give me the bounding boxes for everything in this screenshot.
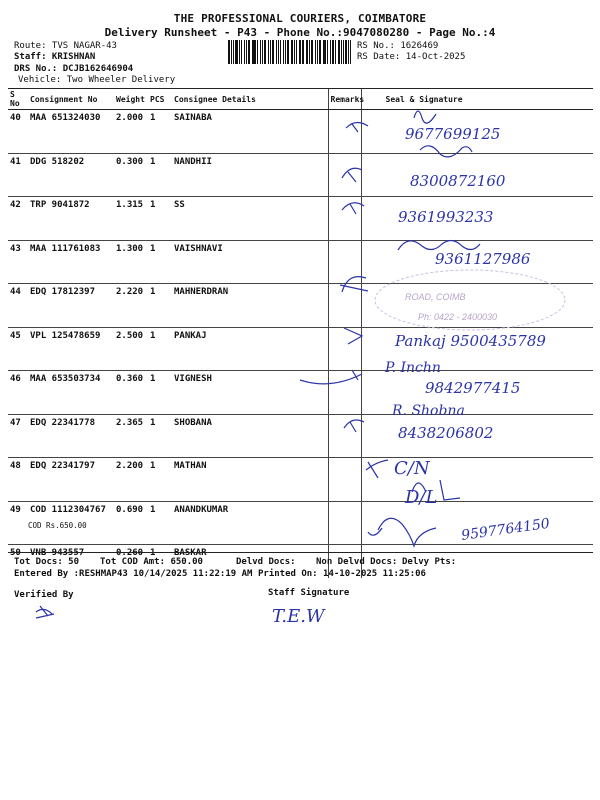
table-row — [8, 458, 593, 502]
row-pcs: 1 — [148, 240, 172, 284]
table-row — [8, 153, 593, 197]
row-consignee: NANDHII — [172, 153, 328, 197]
consignment-number: COD 1112304767 — [30, 504, 106, 515]
entered-by: Entered By :RESHMAP43 10/14/2025 11:22:19 AM — [14, 569, 253, 579]
barcode-bar — [233, 40, 234, 64]
barcode-bar — [291, 40, 294, 64]
non-delivered-docs: Non Delvd Docs: — [316, 557, 398, 567]
row-weight: 2.500 — [114, 327, 148, 371]
barcode-bar — [285, 40, 286, 64]
col-remarks: Remarks — [328, 89, 361, 110]
row-signature — [361, 414, 593, 458]
stamp-line-1: ROAD, COIMB — [405, 292, 466, 302]
row-sno: 43 — [8, 240, 28, 284]
row-consignment: MAA 111761083 — [28, 240, 114, 284]
barcode-bar — [345, 40, 347, 64]
row-weight: 2.200 — [114, 458, 148, 502]
row-consignee: VAISHNAVI — [172, 240, 328, 284]
row-consignment: DDG 518202 — [28, 153, 114, 197]
row-signature — [361, 501, 593, 545]
row-pcs: 1 — [148, 284, 172, 328]
row-pcs: 1 — [148, 197, 172, 241]
staff-label: Staff: KRISHNAN — [14, 52, 96, 62]
handwritten-phone-46: 9842977415 — [425, 379, 521, 397]
row-weight: 0.260 — [116, 548, 144, 558]
handwritten-phone-40: 9677699125 — [405, 125, 501, 143]
cod-amount-note: COD Rs.650.00 — [28, 520, 87, 530]
barcode-bar — [270, 40, 271, 64]
barcode-bar — [262, 40, 264, 64]
barcode-bar — [335, 40, 336, 64]
row-consignee: BASKAR — [174, 548, 207, 558]
row-sno: 50 — [10, 548, 21, 558]
row-consignment: EDQ 22341797 — [28, 458, 114, 502]
barcode-bar — [315, 40, 316, 64]
row-consignee: MATHAN — [172, 458, 328, 502]
row-pcs: 1 — [148, 414, 172, 458]
row-pcs: 1 — [150, 548, 156, 558]
verified-signature-mark — [36, 606, 54, 618]
barcode-bar — [280, 40, 282, 64]
vehicle-label: Vehicle: Two Wheeler Delivery — [18, 75, 176, 85]
row-consignment — [28, 501, 114, 545]
barcode-bar — [338, 40, 340, 64]
row-consignment: VNB 943557 — [30, 548, 85, 558]
handwritten-phone-41: 8300872160 — [410, 172, 506, 190]
row-sno: 44 — [8, 284, 28, 328]
table-row — [8, 371, 593, 415]
barcode-bar — [239, 40, 240, 64]
rs-number: RS No.: 1626469 — [357, 41, 439, 51]
row-sno: 49 — [8, 501, 28, 545]
barcode-bar — [309, 40, 310, 64]
row-remarks — [328, 501, 361, 545]
barcode-bar — [323, 40, 324, 64]
runsheet-subtitle: Delivery Runsheet - P43 - Phone No.:9047080280 - Page No.:4 — [104, 26, 496, 39]
row-pcs: 1 — [148, 153, 172, 197]
row-consignee: VIGNESH — [172, 371, 328, 415]
row-signature — [361, 197, 593, 241]
table-row — [8, 327, 593, 371]
row-sno: 48 — [8, 458, 28, 502]
barcode-bar — [241, 40, 243, 64]
total-cod-amount: Tot COD Amt: 650.00 — [100, 557, 203, 567]
row-remarks — [328, 371, 361, 415]
handwritten-phone-47: 8438206802 — [398, 424, 494, 442]
barcode-bar — [302, 40, 303, 64]
barcode-bar — [235, 40, 238, 64]
table-row — [8, 284, 593, 328]
row-remarks — [328, 327, 361, 371]
barcode-bar — [350, 40, 351, 64]
handwritten-name-47: R. Shobna — [392, 403, 465, 419]
barcode-bar — [278, 40, 279, 64]
row-signature — [361, 371, 593, 415]
row-weight: 0.690 — [114, 501, 148, 545]
route-label: Route: TVS NAGAR-43 — [14, 41, 117, 51]
barcode-bar — [231, 40, 232, 64]
row-consignment: EDQ 17812397 — [28, 284, 114, 328]
staff-handwritten-signature: T.E.W — [272, 606, 325, 627]
runsheet-table — [8, 88, 593, 578]
barcode-bar — [287, 40, 289, 64]
barcode-bar — [283, 40, 284, 64]
row-pcs: 1 — [148, 110, 172, 154]
row-weight: 1.315 — [114, 197, 148, 241]
delivered-docs: Delvd Docs: — [236, 557, 296, 567]
stamp-line-2: Ph: 0422 - 2400030 — [418, 312, 498, 322]
col-consignment: Consignment No — [28, 89, 114, 110]
row-pcs: 1 — [148, 501, 172, 545]
row-consignment: MAA 651324030 — [28, 110, 114, 154]
row-consignee: MAHNERDRAN — [172, 284, 328, 328]
drs-number: DRS No.: DCJB162646904 — [14, 64, 134, 74]
barcode-bar — [319, 40, 321, 64]
handwritten-phone-43: 9361127986 — [435, 250, 531, 268]
row-consignment: TRP 9041872 — [28, 197, 114, 241]
row-pcs: 1 — [148, 327, 172, 371]
row-consignee: PANKAJ — [172, 327, 328, 371]
total-docs: Tot Docs: 50 — [14, 557, 80, 567]
row-consignment: VPL 125478659 — [28, 327, 114, 371]
barcode-bar — [341, 40, 342, 64]
row-sno: 41 — [8, 153, 28, 197]
col-pcs: PCS — [148, 89, 172, 110]
row-signature — [361, 240, 593, 284]
row-sno: 42 — [8, 197, 28, 241]
col-sno: S No — [8, 89, 28, 110]
barcode-bar — [306, 40, 308, 64]
barcode-bar — [296, 40, 297, 64]
row-sno: 47 — [8, 414, 28, 458]
row-remarks — [328, 458, 361, 502]
barcode-bar — [330, 40, 331, 64]
row-sno: 46 — [8, 371, 28, 415]
row-signature — [361, 153, 593, 197]
barcode-bar — [343, 40, 344, 64]
row-remarks — [328, 153, 361, 197]
row-weight: 2.000 — [114, 110, 148, 154]
barcode-bar — [303, 40, 304, 64]
table-row — [8, 110, 593, 154]
table-header-row — [8, 89, 593, 110]
row-weight: 2.220 — [114, 284, 148, 328]
col-seal: Seal & Signature — [361, 89, 593, 110]
barcode — [228, 40, 353, 64]
row-weight: 0.300 — [114, 153, 148, 197]
delivery-points: Delvy Pts: — [402, 557, 457, 567]
rs-date: RS Date: 14-Oct-2025 — [357, 52, 466, 62]
handwritten-phone-45: Pankaj 9500435789 — [395, 332, 546, 350]
barcode-bar — [260, 40, 261, 64]
barcode-bar — [244, 40, 245, 64]
barcode-bar — [327, 40, 328, 64]
barcode-bar — [294, 40, 295, 64]
row-weight: 1.300 — [114, 240, 148, 284]
row-weight: 2.365 — [114, 414, 148, 458]
row-pcs: 1 — [148, 371, 172, 415]
handwritten-remark-48: C/N — [394, 458, 430, 479]
row-signature — [361, 327, 593, 371]
footer-divider — [8, 552, 593, 553]
row-remarks — [328, 240, 361, 284]
row-pcs: 1 — [148, 458, 172, 502]
row-consignee: SAINABA — [172, 110, 328, 154]
handwritten-phone-42: 9361993233 — [398, 208, 494, 226]
barcode-bar — [276, 40, 277, 64]
barcode-bar — [268, 40, 269, 64]
barcode-bar — [332, 40, 335, 64]
barcode-bar — [252, 40, 253, 64]
row-consignment: MAA 653503734 — [28, 371, 114, 415]
table-row — [8, 240, 593, 284]
row-sno: 45 — [8, 327, 28, 371]
row-signature — [361, 458, 593, 502]
row-remarks — [328, 197, 361, 241]
table-row — [8, 197, 593, 241]
row-remarks — [328, 414, 361, 458]
table-row — [8, 414, 593, 458]
handwritten-phone-50: 9597764150 — [460, 515, 551, 544]
row-consignment: EDQ 22341778 — [28, 414, 114, 458]
barcode-bar — [317, 40, 318, 64]
row-remarks — [328, 110, 361, 154]
barcode-bar — [257, 40, 258, 64]
barcode-bar — [248, 40, 250, 64]
barcode-bar — [246, 40, 247, 64]
handwritten-remark-49: D/L — [405, 487, 438, 508]
col-consignee: Consignee Details — [172, 89, 328, 110]
barcode-bar — [324, 40, 326, 64]
barcode-bar — [253, 40, 256, 64]
company-title: THE PROFESSIONAL COURIERS, COIMBATORE — [173, 12, 427, 25]
row-remarks — [328, 284, 361, 328]
handwritten-name-46: P. Inchn — [385, 360, 441, 376]
barcode-bar — [228, 40, 230, 64]
row-sno: 40 — [8, 110, 28, 154]
verified-by-label: Verified By — [14, 590, 74, 600]
barcode-bar — [264, 40, 266, 64]
row-weight: 0.360 — [114, 371, 148, 415]
barcode-bar — [311, 40, 314, 64]
table-row — [8, 501, 593, 545]
col-weight: Weight — [114, 89, 148, 110]
staff-signature-label: Staff Signature — [268, 588, 350, 598]
barcode-bar — [348, 40, 349, 64]
row-consignee: SHOBANA — [172, 414, 328, 458]
printed-on: Printed On: 14-10-2025 11:25:06 — [258, 569, 426, 579]
row-signature — [361, 110, 593, 154]
barcode-bar — [299, 40, 301, 64]
row-consignee: ANANDKUMAR — [172, 501, 328, 545]
barcode-bar — [272, 40, 275, 64]
row-signature — [361, 284, 593, 328]
row-consignee: SS — [172, 197, 328, 241]
